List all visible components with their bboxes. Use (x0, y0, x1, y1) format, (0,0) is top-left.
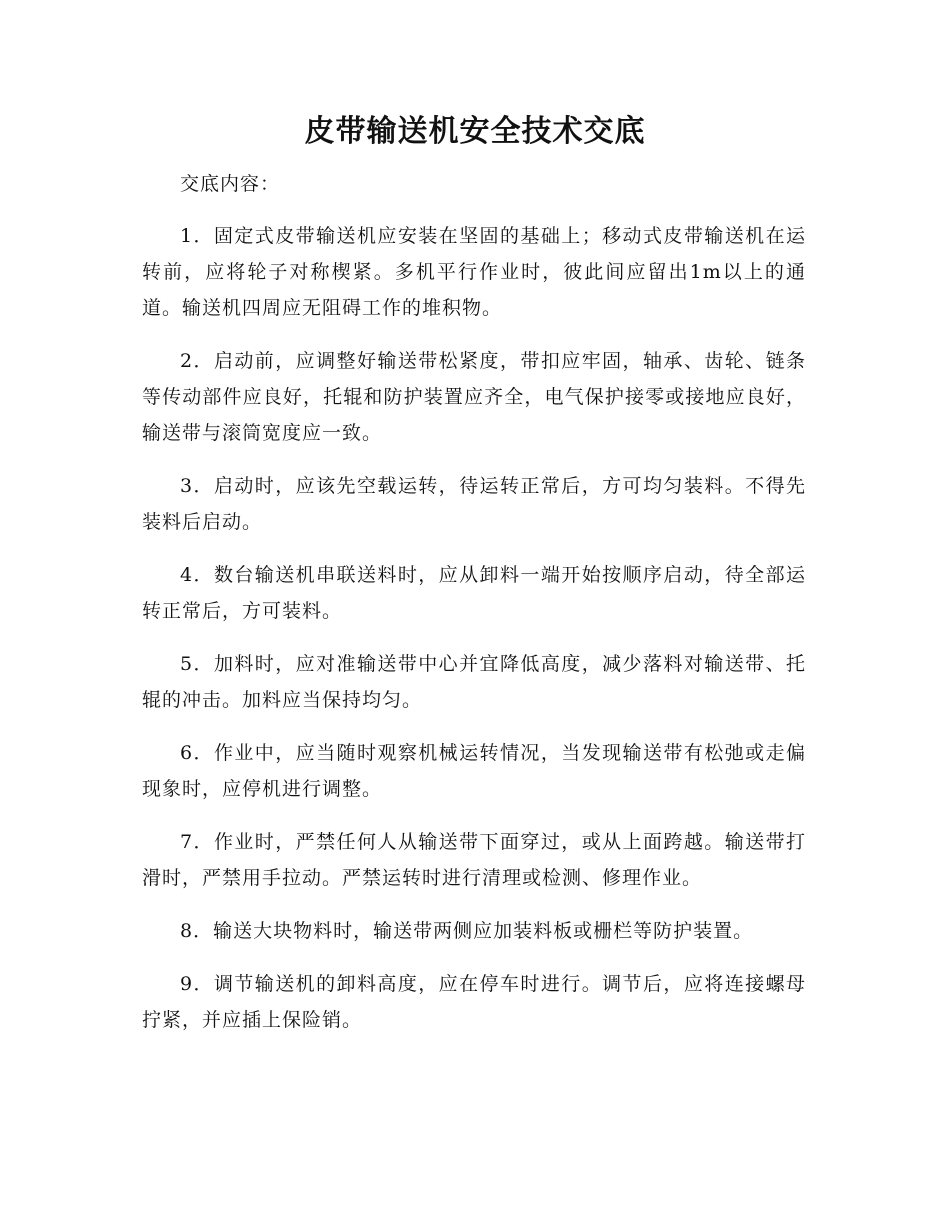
paragraph-6: 6．作业中，应当随时观察机械运转情况，当发现输送带有松弛或走偏现象时，应停机进行调整。 (142, 742, 806, 800)
document-body (142, 166, 806, 1055)
paragraph-7: 7．作业时，严禁任何人从输送带下面穿过，或从上面跨越。输送带打滑时，严禁用手拉动。严禁运转时进行清理或检测、修理作业。 (142, 831, 806, 889)
paragraph-3: 3．启动时，应该先空载运转，待运转正常后，方可均匀装料。不得先装料后启动。 (142, 475, 806, 533)
paragraph-1: 1．固定式皮带输送机应安装在坚固的基础上；移动式皮带输送机在运转前，应将轮子对称楔紧。多机平行作业时，彼此间应留出1m以上的通道。输送机四周应无阻碍工作的堆积物。 (142, 225, 806, 319)
paragraph-4: 4．数台输送机串联送料时，应从卸料一端开始按顺序启动，待全部运转正常后，方可装料。 (142, 564, 806, 622)
paragraph-2: 2．启动前，应调整好输送带松紧度，带扣应牢固，轴承、齿轮、链条等传动部件应良好，托辊和防护装置应齐全，电气保护接零或接地应良好，输送带与滚筒宽度应一致。 (142, 350, 806, 444)
paragraph-8: 8．输送大块物料时，输送带两侧应加装料板或栅栏等防护装置。 (180, 920, 754, 942)
intro-label: 交底内容： (180, 173, 281, 195)
paragraph-5: 5．加料时，应对准输送带中心并宜降低高度，减少落料对输送带、托辊的冲击。加料应当保持均匀。 (142, 653, 806, 711)
paragraph-9: 9．调节输送机的卸料高度，应在停车时进行。调节后，应将连接螺母拧紧，并应插上保险销。 (142, 973, 806, 1031)
document-title: 皮带输送机安全技术交底 (304, 114, 646, 149)
